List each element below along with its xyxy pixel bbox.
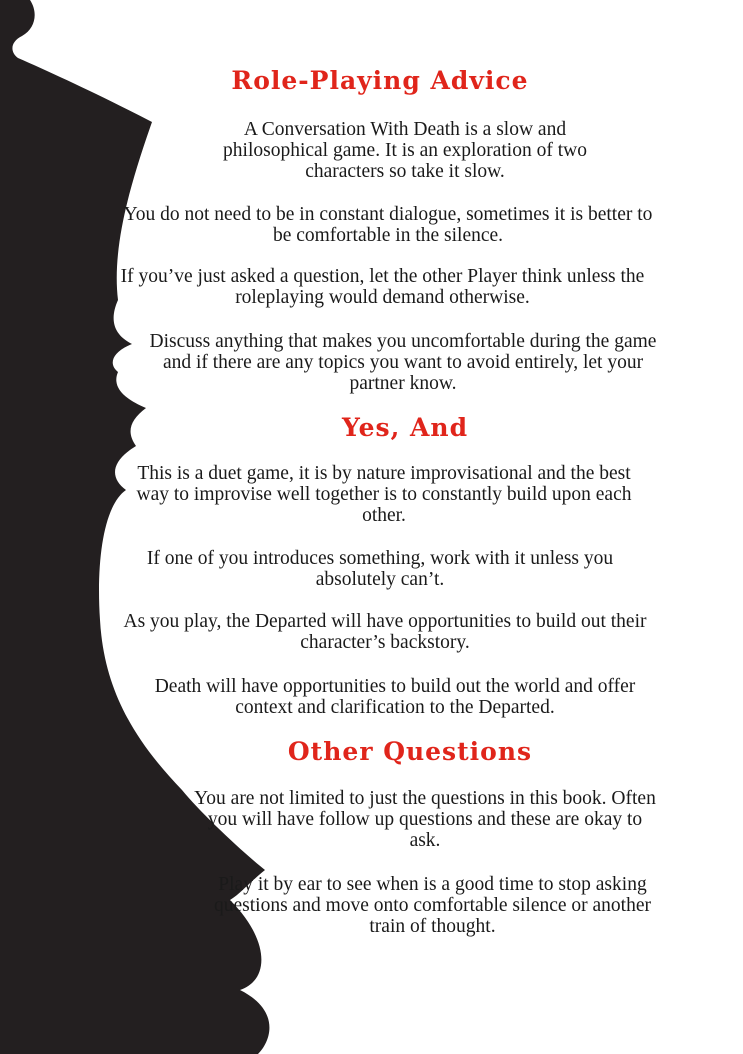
paragraph-duet-game: This is a duet game, it is by nature improvisational and the best way to improvise well together is to constantly build upon each other. bbox=[136, 463, 632, 526]
paragraph-not-limited: You are not limited to just the questions in this book. Often you will have follow up questions and these are okay to ask. bbox=[194, 788, 656, 851]
paragraph-let-player-think: If you’ve just asked a question, let the other Player think unless the roleplaying would demand otherwise. bbox=[120, 266, 645, 308]
paragraph-introduces-something: If one of you introduces something, work with it unless you absolutely can’t. bbox=[146, 548, 614, 590]
paragraph-play-by-ear: Play it by ear to see when is a good time to stop asking questions and move onto comfortable silence or another train of thought. bbox=[214, 874, 651, 937]
paragraph-death-world: Death will have opportunities to build out the world and offer context and clarification to the Departed. bbox=[154, 676, 636, 718]
paragraph-slow-game: A Conversation With Death is a slow and philosophical game. It is an exploration of two characters so take it slow. bbox=[223, 119, 587, 182]
heading-role-playing-advice: Role-Playing Advice bbox=[231, 66, 529, 95]
paragraph-discuss-uncomfortable: Discuss anything that makes you uncomfortable during the game and if there are any topics you want to avoid entirely, let your partner know. bbox=[149, 331, 657, 394]
heading-yes-and: Yes, And bbox=[341, 413, 469, 442]
paragraph-departed-backstory: As you play, the Departed will have opportunities to build out their character’s backstory. bbox=[123, 611, 647, 653]
paragraph-constant-dialogue: You do not need to be in constant dialogue, sometimes it is better to be comfortable in the silence. bbox=[123, 204, 653, 246]
heading-other-questions: Other Questions bbox=[287, 737, 533, 766]
